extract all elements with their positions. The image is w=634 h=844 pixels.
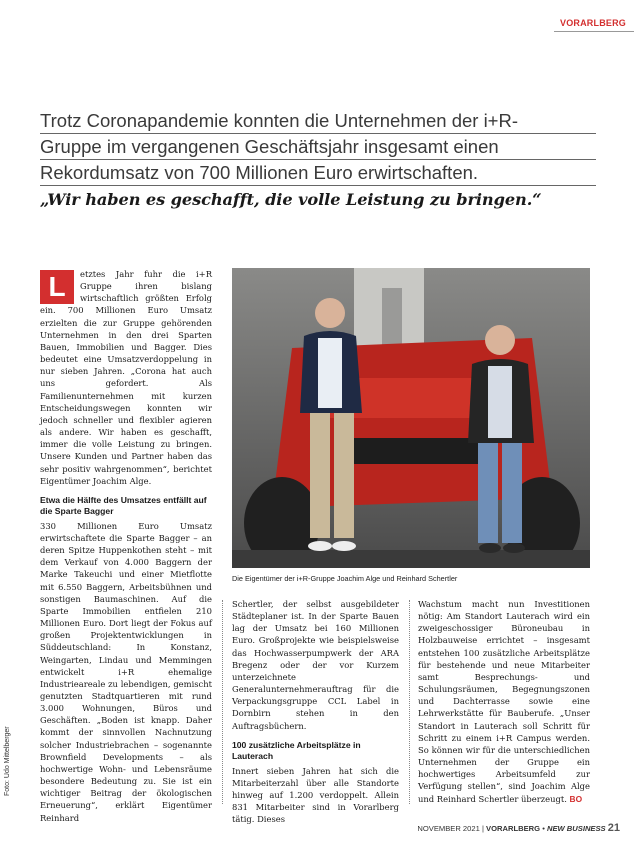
lead-paragraph xyxy=(40,108,596,186)
article-column-1 xyxy=(40,268,212,824)
column-divider xyxy=(409,600,410,804)
owners-photo-illustration xyxy=(232,268,590,568)
lead-line: Gruppe im vergangenen Geschäftsjahr insgesamt einen xyxy=(40,134,596,160)
article-column-2 xyxy=(232,598,399,826)
photo-caption: Die Eigentümer der i+R-Gruppe Joachim Alge und Reinhard Schertler xyxy=(232,574,458,583)
article-intro: etztes Jahr fuhr die i+R Gruppe ihren bislang wirtschaftlich größten Erfolg ein. 700 Millionen Euro Umsatz erzielten die zur Gruppe gehörenden Unternehmen in den drei Sparten Bauen, Immobilien und Bagger. Dies bedeutet eine Umsatzverdoppelung in nur sieben Jahren. „Corona hat auch uns gefordert. Als Familienunternehmen mit kurzen Entscheidungswegen konnten wir jedoch schneller und flexibler agieren als andere. Wir haben es geschafft, immer die volle Leistung zu bringen. Unsere Kunden und Partner haben das sehr positiv wahrgenommen“, berichtet Eigentümer Joachim Alge. xyxy=(40,269,212,486)
article-paragraph: Schertler, der selbst ausgebildeter Städteplaner ist. In der Sparte Bauen lag der Umsatz bei 160 Millionen Euro. Großprojekte wie beispielsweise das Hochwasserpumpwerk der ARA Bregenz oder der vor Kurzem unterzeichnete Generalunternehmerauftrag für die Verpackungsgruppe CCL Label in Dornbirn stehen in den Auftragsbüchern. xyxy=(232,599,399,731)
article-paragraph xyxy=(418,598,590,805)
column-divider xyxy=(222,600,223,804)
lead-line: Trotz Coronapandemie konnten die Unternehmen der i+R- xyxy=(40,108,596,134)
page-footer: NOVEMBER 2021 | VORARLBERG • NEW BUSINESS 21 xyxy=(417,822,620,834)
subheading: Etwa die Hälfte des Umsatzes entfällt auf die Sparte Bagger xyxy=(40,494,207,517)
article-column-3 xyxy=(418,598,590,805)
article-closing-text: Wachstum macht nun Investitionen nötig: Am Standort Lauterach wird ein zweigeschossiger Büroneubau in Holzbauweise errichtet – insgesamt entstehen 100 zusätzliche Arbeitsplätze für bestehende und neue Mitarbeiter samt Besprechungs- und Schulungsräumen, Begegnungszonen und Dachterrasse sowie eine Lehrwerkstätte für Bauberufe. „Unser Standort in Lauterach soll Schritt für Schritt zu einem i+R Campus werden. So können wir für die unterschiedlichen Unternehmen der Gruppe ein hochwertiges Arbeitsumfeld zur Verfügung stellen“, sind Joachim Alge und Reinhard Schertler überzeugt. xyxy=(418,599,590,804)
drop-cap: L xyxy=(40,270,74,304)
magazine-name: VORARLBERG xyxy=(486,824,541,833)
article-paragraph: 330 Millionen Euro Umsatz erwirtschaftete die Sparte Bagger – an deren Spitze Huppenkothen steht – mit dem Verkauf von 4.000 Baggern der Marke Takeuchi und einer Mietflotte mit 6.550 Baggern, Arbeitsbühnen und sonstigen Baumaschinen. Auf die Sparte Immobilien entfielen 210 Millionen Euro. Dort liegt der Fokus auf großen Projektentwicklungen in Süddeutschland: In Konstanz, Weingarten, Lindau und Memmingen entwickelt i+R ehemalige Industrieareale zu lebendigen, gemischt genutzten Stadtquartieren mit rund 3.000 Wohnungen, Büros und Geschäften. „Boden ist knapp. Daher kommt der sinnvollen Nachnutzung solcher Industriebrachen – sogenannte Brownfield Developments – als hochwertige Wohn- und Lebensräume besondere Bedeutung zu. Sie ist ein wichtiger Beitrag der ökologischen Erneuerung“, erklärt Eigentümer Reinhard xyxy=(40,520,212,823)
photo-credit: Foto: Udo Mittelberger xyxy=(4,726,11,796)
magazine-suffix: NEW BUSINESS xyxy=(546,824,606,833)
subheading: 100 zusätzliche Arbeitsplätze in Lauterach xyxy=(232,739,361,762)
author-initials: BO xyxy=(569,793,583,804)
issue-date: NOVEMBER 2021 xyxy=(417,824,480,833)
article-photo xyxy=(232,268,590,568)
headline-quote: „Wir haben es geschafft, die volle Leistung zu bringen.“ xyxy=(40,190,542,209)
section-tag: VORARLBERG xyxy=(554,14,634,32)
article-paragraph: Innert sieben Jahren hat sich die Mitarbeiterzahl über alle Standorte hinweg auf 1.200 verdoppelt. Allein 831 Mitarbeiter sind in Vorarlberg tätig. Dieses xyxy=(232,765,399,825)
lead-line: Rekordumsatz von 700 Millionen Euro erwirtschaften. xyxy=(40,160,596,186)
page-number: 21 xyxy=(607,822,620,834)
